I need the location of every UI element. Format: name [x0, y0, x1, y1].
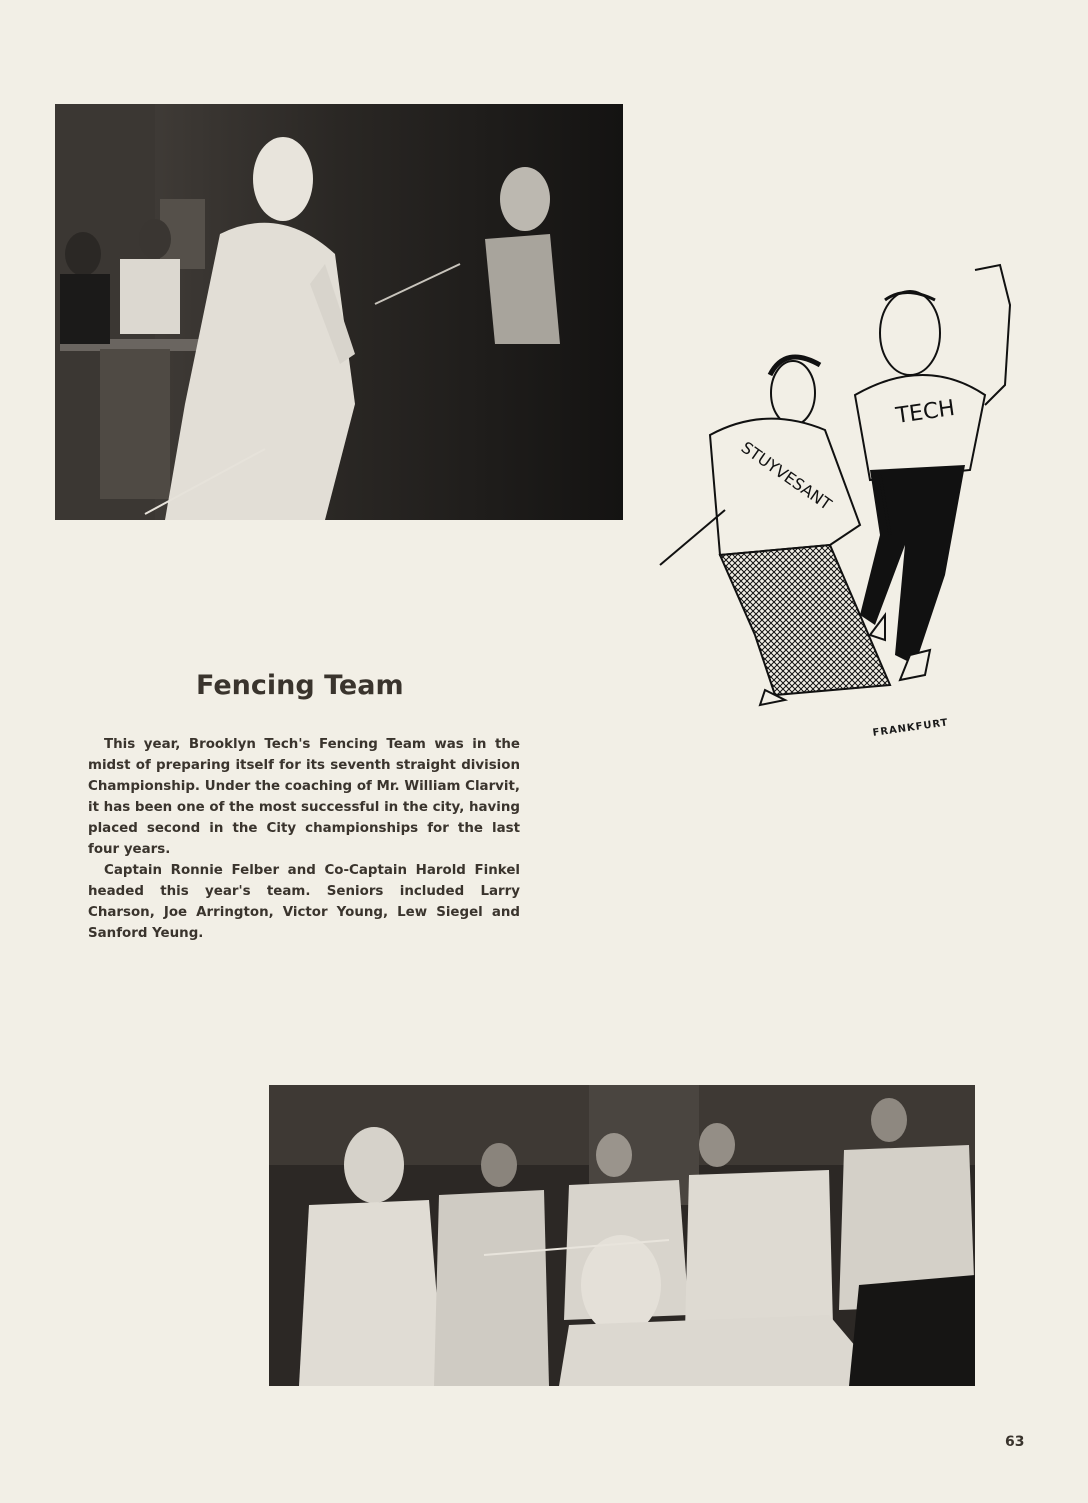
fencing-cartoon-illustration	[645, 245, 1045, 715]
article-paragraph: This year, Brooklyn Tech's Fencing Team was in the midst of preparing itself for its seventh straight division Championship. Under the coaching of Mr. William Clarvit, it has been one of the most successful in the city, having placed second in the City championships for the last four years.	[88, 737, 520, 857]
article-paragraph: Captain Ronnie Felber and Co-Captain Harold Finkel headed this year's team. Seniors included Larry Charson, Joe Arrington, Victor Young, Lew Siegel and Sanford Yeung.	[88, 863, 520, 941]
page-number: 63	[1005, 1434, 1025, 1450]
tech-shirt-text: TECH	[894, 395, 957, 429]
artist-signature: FRANKFURT	[872, 717, 950, 739]
article-title: Fencing Team	[196, 670, 404, 701]
stuyvesant-shirt-text: STUYVESANT	[737, 437, 836, 514]
article-body	[88, 734, 520, 944]
fencing-team-photo	[269, 1085, 975, 1386]
fencing-bout-photo	[55, 104, 623, 520]
